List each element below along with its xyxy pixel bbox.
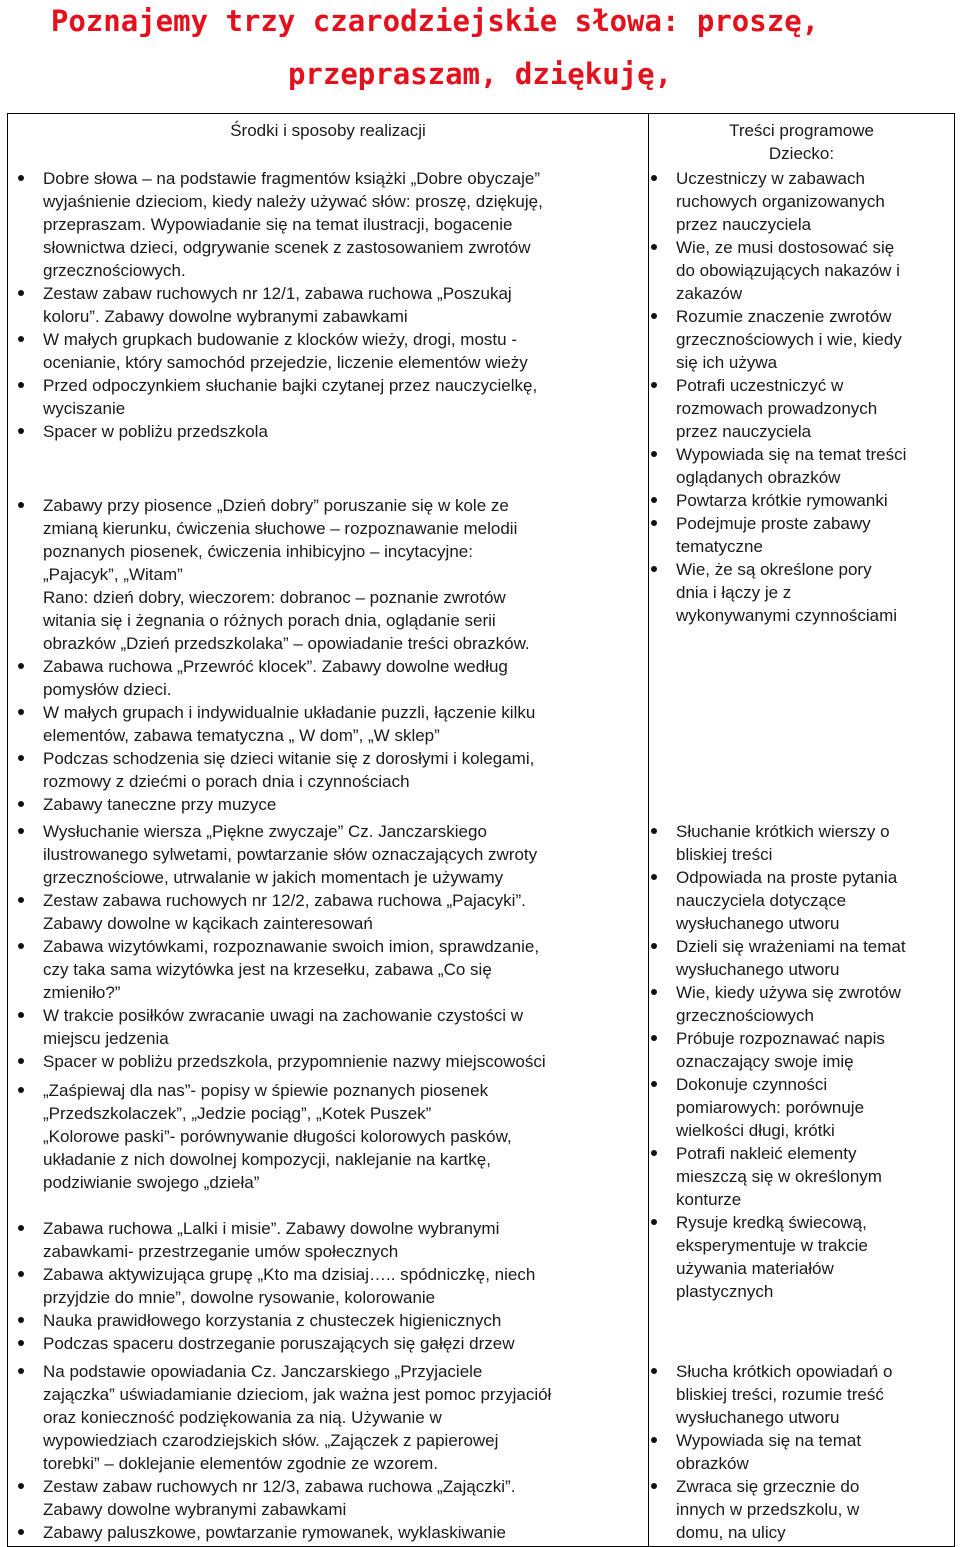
outcome-item: Odpowiada na proste pytania nauczyciela dotyczące wysłuchanego utworu [676,866,948,935]
outcome-item: Rysuje kredką świecową, eksperymentuje w trakcie używania materiałów plastycznych [676,1211,948,1303]
outcome-item: Wie, kiedy używa się zwrotów grzecznościowych [676,981,948,1027]
activity-item: Zabawy paluszkowe, powtarzanie rymowanek, wyklaskiwanie [43,1521,643,1544]
activity-item: Spacer w pobliżu przedszkola [43,420,643,443]
outcome-item: Potrafi uczestniczyć w rozmowach prowadzonych przez nauczyciela [676,374,948,443]
activities-group-6 [43,1360,643,1544]
outcome-item: Słuchanie krótkich wierszy o bliskiej treści [676,820,948,866]
outcome-item: Uczestniczy w zabawach ruchowych organizowanych przez nauczyciela [676,167,948,236]
outcome-item: Podejmuje proste zabawy tematyczne [676,512,948,558]
activities-group-5 [43,1217,643,1355]
page-title-continued: przepraszam, dziękuję, [287,57,673,91]
activity-item: Zabawa ruchowa „Lalki i misie”. Zabawy dowolne wybranymi zabawkami- przestrzeganie umów społecznych [43,1217,643,1263]
activity-item: Zabawa aktywizująca grupę „Kto ma dzisiaj….. spódniczkę, niech przyjdzie do mnie”, dowolne rysowanie, kolorowanie [43,1263,643,1309]
column-header-content: Treści programowe Dziecko: [729,121,874,163]
outcome-item: Wie, że są określone pory dnia i łączy je z wykonywanymi czynnościami [676,558,948,627]
outcome-item: Dzieli się wrażeniami na temat wysłuchanego utworu [676,935,948,981]
outcome-item: Wie, ze musi dostosować się do obowiązujących nakazów i zakazów [676,236,948,305]
activities-group-4 [43,1079,643,1194]
activity-item: Podczas schodzenia się dzieci witanie się z dorosłymi i kolegami, rozmowy z dziećmi o porach dnia i czynnościach [43,747,643,793]
activity-item: Nauka prawidłowego korzystania z chusteczek higienicznych [43,1309,643,1332]
outcome-item: Rozumie znaczenie zwrotów grzecznościowych i wie, kiedy się ich używa [676,305,948,374]
activity-item: Podczas spaceru dostrzeganie poruszających się gałęzi drzew [43,1332,643,1355]
activity-item: Wysłuchanie wiersza „Piękne zwyczaje” Cz. Janczarskiego ilustrowanego sylwetami, powtarzanie słów oznaczających zwroty grzecznościowe, utrwalanie w jakich momentach je używamy [43,820,643,889]
activity-item: Rano: dzień dobry, wieczorem: dobranoc – poznanie zwrotów witania się i żegnania o różnych porach dnia, oglądanie serii obrazków „Dzień przedszkolaka” – opowiadanie treści obrazków. [43,588,530,653]
page-title: Poznajemy trzy czarodziejskie słowa: proszę, [50,4,820,38]
activity-item: W małych grupkach budowanie z klocków wieży, drogi, mostu - ocenianie, który samochód przejedzie, liczenie elementów wieży [43,328,643,374]
activity-item: Zabawa ruchowa „Przewróć klocek”. Zabawy dowolne według pomysłów dzieci. [43,655,643,701]
outcomes-group-3 [676,1360,948,1544]
activity-item: Zestaw zabawa ruchowych nr 12/2, zabawa ruchowa „Pajacyki”. Zabawy dowolne w kącikach zainteresowań [43,889,643,935]
activities-group-3 [43,820,643,1073]
activity-item: Zabawa wizytówkami, rozpoznawanie swoich imion, sprawdzanie, czy taka sama wizytówka jest na krzesełku, zabawa „Co się zmieniło?” [43,935,643,1004]
activity-item: Zabawy przy piosence „Dzień dobry” poruszanie się w kole ze zmianą kierunku, ćwiczenia słuchowe – rozpoznawanie melodii poznanych piosenek, ćwiczenia inhibicyjno – incytacyjne: „Pajacyk”, „Witam” [43,494,643,586]
activity-item: W małych grupach i indywidualnie układanie puzzli, łączenie kilku elementów, zabawa tematyczna „ W dom”, „W sklep” [43,701,643,747]
activity-item: Spacer w pobliżu przedszkola, przypomnienie nazwy miejscowości [43,1050,643,1073]
activity-item: Dobre słowa – na podstawie fragmentów książki „Dobre obyczaje” wyjaśnienie dzieciom, kiedy należy używać słów: proszę, dziękuję, przepraszam. Wypowiadanie się na temat ilustracji, bogacenie słownictwa dzieci, odgrywanie scenek z zastosowaniem zwrotów grzecznościowych. [43,167,643,282]
outcomes-group-1 [676,167,948,627]
outcomes-group-2 [676,820,948,1303]
activity-item: Zestaw zabaw ruchowych nr 12/1, zabawa ruchowa „Poszukaj koloru”. Zabawy dowolne wybranymi zabawkami [43,282,643,328]
outcome-item: Próbuje rozpoznawać napis oznaczający swoje imię [676,1027,948,1073]
column-header-means: Środki i sposoby realizacji [230,121,426,140]
activity-item: W trakcie posiłków zwracanie uwagi na zachowanie czystości w miejscu jedzenia [43,1004,643,1050]
outcome-item: Dokonuje czynności pomiarowych: porównuje wielkości długi, krótki [676,1073,948,1142]
activity-item: Przed odpoczynkiem słuchanie bajki czytanej przez nauczycielkę, wyciszanie [43,374,643,420]
outcome-item: Zwraca się grzecznie do innych w przedszkolu, w domu, na ulicy [676,1475,948,1544]
outcome-item: Potrafi nakleić elementy mieszczą się w określonym konturze [676,1142,948,1211]
activity-item: Zestaw zabaw ruchowych nr 12/3, zabawa ruchowa „Zajączki”. Zabawy dowolne wybranymi zabawkami [43,1475,643,1521]
outcome-item: Słucha krótkich opowiadań o bliskiej treści, rozumie treść wysłuchanego utworu [676,1360,948,1429]
outcome-item: Wypowiada się na temat obrazków [676,1429,948,1475]
activities-group-1 [43,167,643,443]
outcome-item: Wypowiada się na temat treści oglądanych obrazków [676,443,948,489]
activities-group-2 [43,494,643,816]
activity-item: Na podstawie opowiadania Cz. Janczarskiego „Przyjaciele zajączka” uświadamianie dzieciom, jak ważna jest pomoc przyjaciół oraz konieczność podziękowania za nią. Używanie w wypowiedziach czarodziejskich słów. „Zajączek z papierowej torebki” – doklejanie elementów zgodnie ze wzorem. [43,1360,643,1475]
outcome-item: Powtarza krótkie rymowanki [676,489,948,512]
activity-item: Zabawy taneczne przy muzyce [43,793,643,816]
column-divider [648,113,649,1546]
activity-item: „Zaśpiewaj dla nas”- popisy w śpiewie poznanych piosenek „Przedszkolaczek”, „Jedzie pociąg”, „Kotek Puszek” „Kolorowe paski”- porównywanie długości kolorowych pasków, układanie z nich dowolnej kompozycji, naklejanie na kartkę, podziwianie swojego „dzieła” [43,1079,643,1194]
